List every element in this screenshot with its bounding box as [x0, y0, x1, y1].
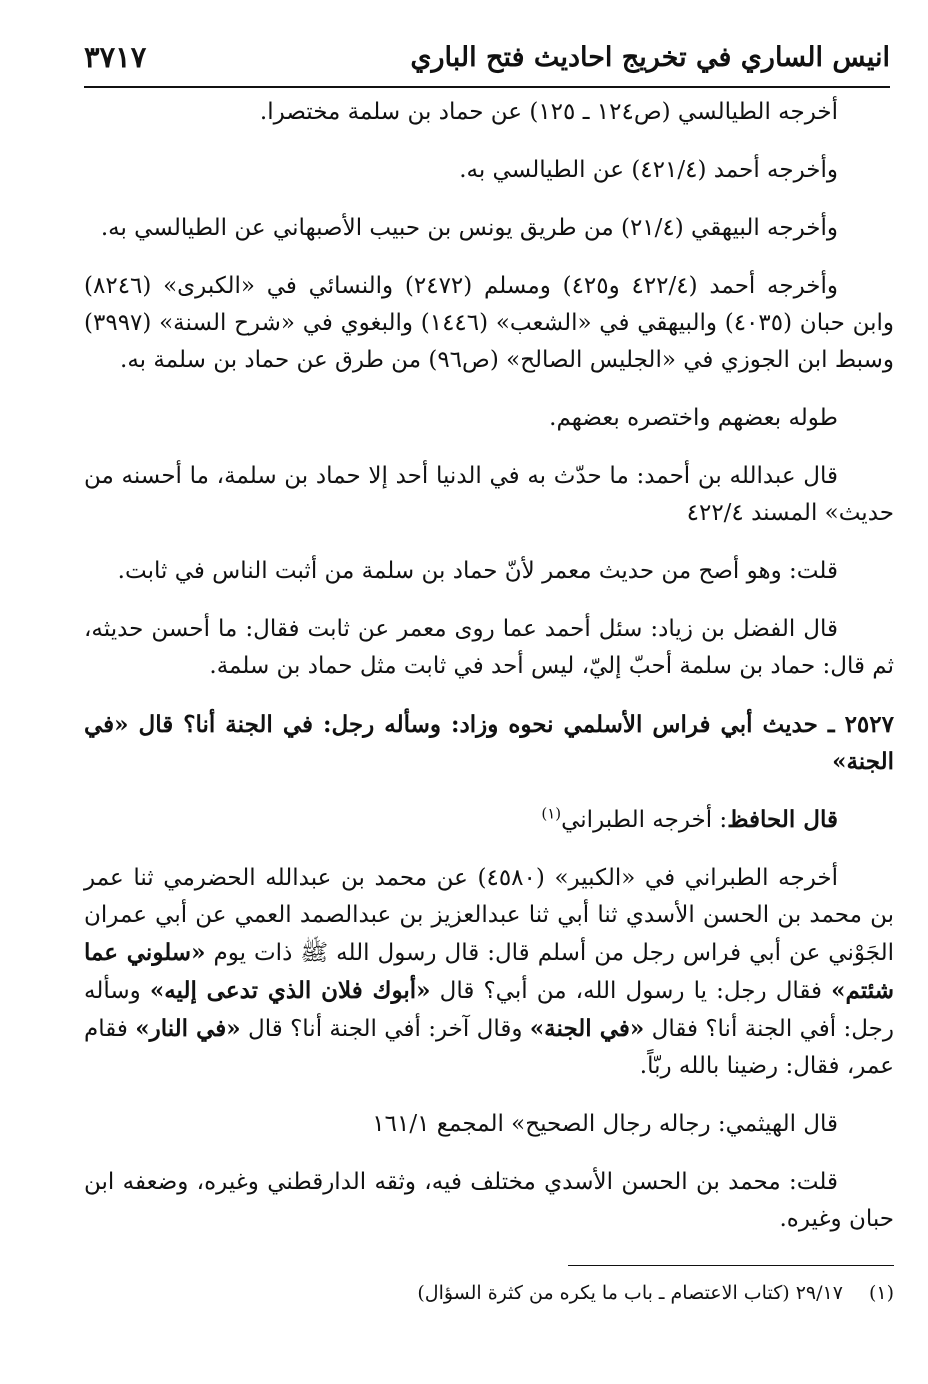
paragraph-12: قال الهيثمي: رجاله رجال الصحيح» المجمع ١٦١/١	[372, 1111, 838, 1137]
paragraph-1: أخرجه الطيالسي (ص١٢٤ ـ ١٢٥) عن حماد بن سلمة مختصرا.	[259, 99, 838, 125]
footnote-ref[interactable]: (١)	[541, 804, 562, 823]
page-number: ٣٧١٧	[84, 40, 147, 74]
hafiz-text: : أخرجه الطبراني	[561, 807, 728, 833]
p11-bold-1: «سلوني عما شئتم»	[84, 939, 894, 1004]
p11-bold-4: «في النار»	[135, 1015, 241, 1042]
footnote-number: (١)	[868, 1282, 894, 1304]
page-body	[84, 94, 894, 1259]
book-title: انيس الساري في تخريج احاديث فتح الباري	[410, 42, 890, 73]
paragraph-5: طوله بعضهم واختصره بعضهم.	[549, 405, 838, 431]
paragraph-13: قلت: محمد بن الحسن الأسدي مختلف فيه، وثقه الدارقطني وغيره، وضعفه ابن حبان وغيره.	[84, 1169, 894, 1232]
footnote	[84, 1280, 894, 1306]
footnote-text: ٢٩/١٧ (كتاب الاعتصام ـ باب ما يكره من كثرة السؤال)	[417, 1282, 843, 1304]
p11-part-e: وقال آخر: أفي الجنة أنا؟ قال	[240, 1016, 530, 1042]
p11-part-a: أخرجه الطبراني في «الكبير» (٤٥٨٠) عن محمد بن عبدالله الحضرمي ثنا عمر بن محمد بن الحسن الأسدي ثنا أبي ثنا عبدالعزيز بن عبدالصمد العمي عن أبي عمران الجَوْني عن أبي فراس رجل من أسلم قال: قال رسول الله ﷺ ذات يوم	[84, 865, 895, 966]
hadith-heading-2527: ٢٥٢٧ ـ حديث أبي فراس الأسلمي نحوه وزاد: وسأله رجل: في الجنة أنا؟ قال «في الجنة»	[84, 711, 894, 775]
page-header	[84, 34, 890, 88]
footnote-divider	[568, 1265, 894, 1266]
paragraph-4: وأخرجه أحمد (٤٢٢/٤ و٤٢٥) ومسلم (٢٤٧٢) والنسائي في «الكبرى» (٨٢٤٦) وابن حبان (٤٠٣٥) والبيهقي في «الشعب» (١٤٤٦) والبغوي في «شرح السنة» (٣٩٩٧) وسبط ابن الجوزي في «الجليس الصالح» (ص٩٦) من طرق عن حماد بن سلمة به.	[84, 273, 894, 373]
paragraph-7: قلت: وهو أصح من حديث معمر لأنّ حماد بن سلمة من أثبت الناس في ثابت.	[117, 558, 838, 584]
hafiz-statement	[84, 801, 894, 839]
paragraph-8: قال الفضل بن زياد: سئل أحمد عما روى معمر عن ثابت فقال: ما أحسن حديثه، ثم قال: حماد بن سلمة أحبّ إليّ، ليس أحد في ثابت مثل حماد بن سلمة.	[84, 616, 894, 679]
hafiz-label: قال الحافظ	[727, 806, 838, 833]
p11-bold-2: «أبوك فلان الذي تدعى إليه»	[149, 977, 431, 1004]
p11-bold-3: «في الجنة»	[529, 1015, 645, 1042]
paragraph-11	[84, 860, 894, 1085]
p11-part-f: فقام عمر، فقال: رضينا بالله ربّاً.	[84, 1016, 894, 1079]
p11-part-c: فقال رجل: يا رسول الله، من أبي؟ قال	[430, 978, 832, 1004]
paragraph-6: قال عبدالله بن أحمد: ما حدّث به في الدنيا أحد إلا حماد بن سلمة، ما أحسنه من حديث» المسند ٤٢٢/٤	[84, 463, 894, 526]
paragraph-3: وأخرجه البيهقي (٢١/٤) من طريق يونس بن حبيب الأصبهاني عن الطيالسي به.	[100, 215, 838, 241]
p11-part-d: وسأله رجل: أفي الجنة أنا؟ فقال	[84, 978, 894, 1042]
paragraph-2: وأخرجه أحمد (٤٢١/٤) عن الطيالسي به.	[459, 157, 838, 183]
